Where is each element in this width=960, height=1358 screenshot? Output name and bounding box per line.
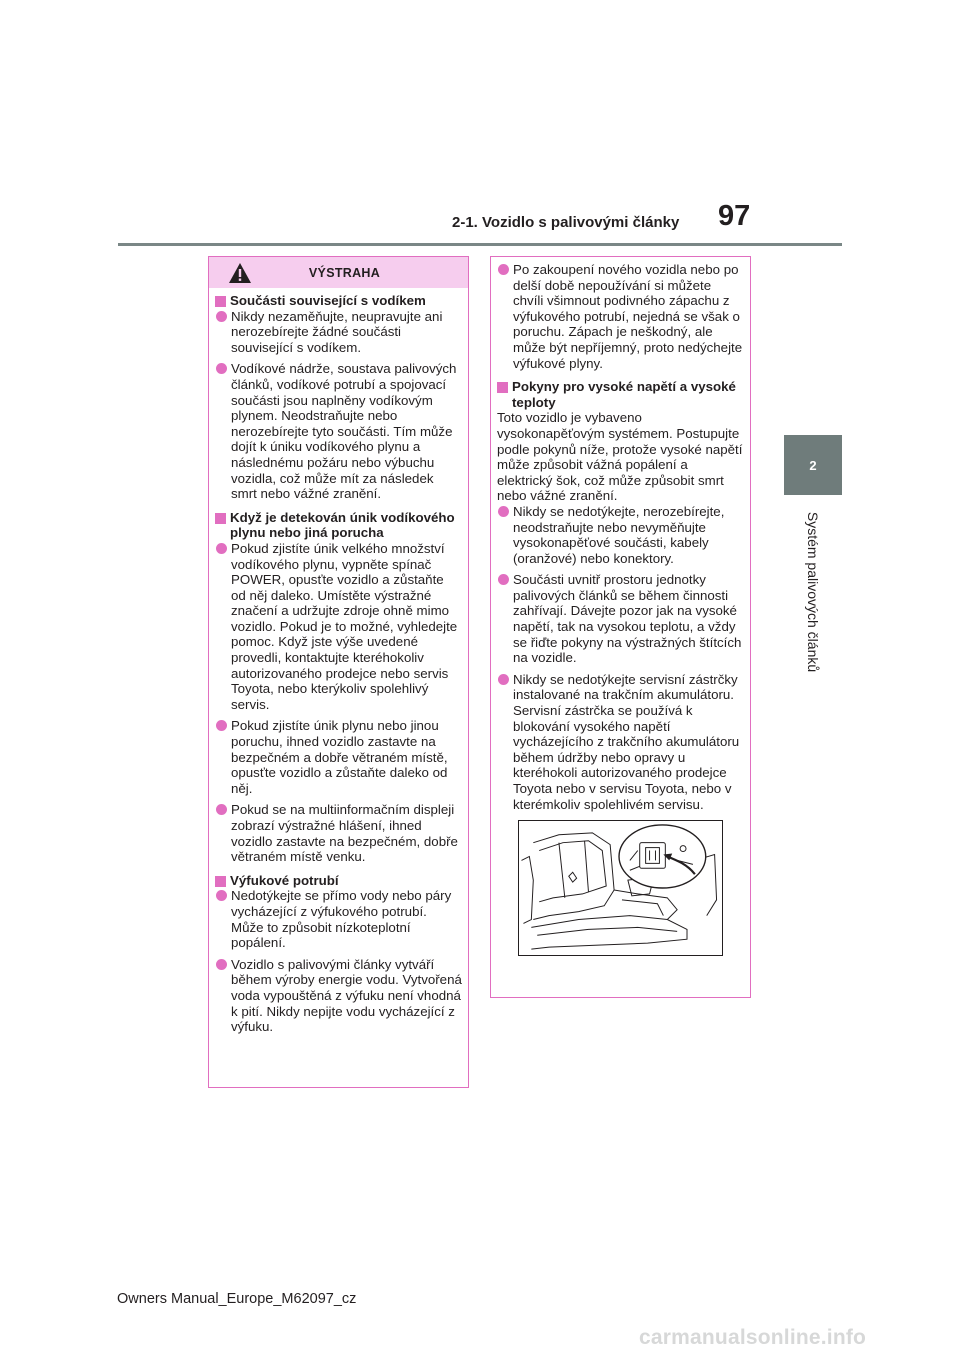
list-item: [497, 504, 744, 566]
page-number: 97: [718, 200, 751, 232]
circle-bullet-icon: [216, 890, 227, 901]
circle-bullet-icon: [216, 720, 227, 731]
circle-bullet-icon: [498, 264, 509, 275]
circle-bullet-icon: [498, 574, 509, 585]
list-item-text: Nikdy se nedotýkejte servisní zástrčky instalované na trakčním akumulátoru. Servisní zástrčka se používá k blokování vysokého napětí vycházejícího z trakčního akumulátoru během údržby nebo opravy u kteréhokoli autorizovaného prodejce Toyota nebo v servisu Toyota, nebo v kterémkoliv spolehlivém servisu.: [513, 671, 740, 812]
section-paragraph: Toto vozidlo je vybaveno vysokonapěťovým systémem. Postupujte podle pokynů níže, protože vysoké napětí může způsobit vážná popálení a elektrický šok, což může způsobit smrt nebo vážné zranění.: [497, 410, 743, 504]
circle-bullet-icon: [498, 674, 509, 685]
section-heading-text: Když je detekován únik vodíkového plynu nebo jiná porucha: [230, 509, 455, 541]
list-item: [215, 361, 462, 501]
watermark: carmanualsonline.info: [639, 1326, 867, 1349]
circle-bullet-icon: [216, 311, 227, 322]
document-id: Owners Manual_Europe_M62097_cz: [117, 1291, 357, 1307]
chapter-number: 2: [809, 457, 817, 473]
section-heading: [215, 293, 462, 309]
list-item: [215, 802, 462, 864]
warning-panel: [208, 256, 469, 1088]
chapter-tab: [784, 435, 842, 495]
warning-header: [209, 257, 468, 288]
square-bullet-icon: [215, 876, 226, 887]
warning-triangle-icon: [228, 262, 252, 284]
list-item: [215, 957, 462, 1035]
chapter-title: [756, 500, 870, 684]
section-heading-text: Součásti související s vodíkem: [230, 293, 426, 308]
list-item-text: Součásti uvnitř prostoru jednotky palivových článků se během činnosti zahřívají. Dávejte pozor jak na vysoké napětí, tak na vysokou teplotu, a vždy se řiďte pokyny na výstražných štítcích na vozidle.: [513, 572, 742, 666]
circle-bullet-icon: [216, 363, 227, 374]
square-bullet-icon: [215, 296, 226, 307]
chapter-title-text: Systém palivových článků: [805, 511, 822, 673]
list-item-text: Pokud zjistíte únik velkého množství vodíkového plynu, vypněte spínač POWER, opusťte vozidlo a zůstaňte od něj daleko. Umístěte výstražné značení a udržujte zdroje ohně mimo vozidlo. Pokud je to možné, vyhledejte pomoc. Když jste výše uvedené provedli, kontaktujte kteréhokoliv autorizovaného prodejce nebo servis Toyota, nebo kterýkoliv spolehlivý servis.: [231, 540, 458, 712]
circle-bullet-icon: [216, 959, 227, 970]
service-plug-illustration: [518, 820, 723, 956]
warning-content: [209, 288, 468, 1035]
list-item-text: Pokud se na multiinformačním displeji zobrazí výstražné hlášení, ihned vozidlo zastavte na bezpečném, dobře větraném místě venku.: [231, 802, 458, 865]
section-heading: [215, 510, 462, 541]
list-item: [497, 672, 744, 812]
list-item: [215, 718, 462, 796]
list-item-text: Nikdy se nedotýkejte, nerozebírejte, neodstraňujte nebo nevyměňujte vysokonapěťové součásti, kabely (oranžové) nebo konektory.: [513, 503, 725, 566]
section-heading: [497, 379, 744, 410]
section-heading-text: Pokyny pro vysoké napětí a vysoké teploty: [512, 379, 736, 410]
list-item-text: Nedotýkejte se přímo vody nebo páry vycházející z výfukového potrubí. Může to způsobit nízkoteplotní popálení.: [231, 888, 452, 951]
list-item: [497, 572, 744, 666]
section-heading-text: Výfukové potrubí: [230, 872, 339, 888]
list-item-text: Pokud zjistíte únik plynu nebo jinou poruchu, ihned vozidlo zastavte na bezpečném a dobře větraném místě, opusťte vozidlo a zůstaňte daleko od něj.: [231, 718, 448, 796]
circle-bullet-icon: [498, 506, 509, 517]
list-item: [215, 309, 462, 356]
list-item: [215, 888, 462, 950]
square-bullet-icon: [215, 513, 226, 524]
list-item: [215, 541, 462, 713]
warning-label: VÝSTRAHA: [308, 265, 381, 280]
list-item: [497, 262, 744, 371]
list-item-text: Vozidlo s palivovými články vytváří během výroby energie vodu. Vytvořená voda vypouštěná z výfuku není vhodná k pití. Nikdy nepijte vodu vycházející z výfuku.: [231, 956, 462, 1035]
list-item-text: Po zakoupení nového vozidla nebo po delší době nepoužívání si můžete chvíli všimnout podivného zápachu z výfukového potrubí, nejedná se však o poruchu. Zápach je neškodný, ale může být nepříjemný, proto nedýchejte výfukové plyny.: [513, 262, 743, 371]
list-item-text: Nikdy nezaměňujte, neupravujte ani nerozebírejte žádné součásti související s vodíkem.: [231, 308, 443, 355]
warning-content-continued: [491, 257, 750, 956]
section-heading: [215, 873, 462, 889]
warning-panel-continued: [490, 256, 751, 998]
circle-bullet-icon: [216, 804, 227, 815]
section-title: 2-1. Vozidlo s palivovými články: [452, 214, 680, 231]
list-item-text: Vodíkové nádrže, soustava palivových článků, vodíkové potrubí a spojovací součásti jsou naplněny vodíkovým plynem. Neodstraňujte nebo nerozebírejte tyto součásti. Tím může dojít k úniku vodíkového plynu a následnému požáru nebo výbuchu vozidla, což může mít za následek smrt nebo vážné zranění.: [231, 361, 457, 502]
header-rule: [118, 243, 842, 246]
square-bullet-icon: [497, 382, 508, 393]
circle-bullet-icon: [216, 543, 227, 554]
